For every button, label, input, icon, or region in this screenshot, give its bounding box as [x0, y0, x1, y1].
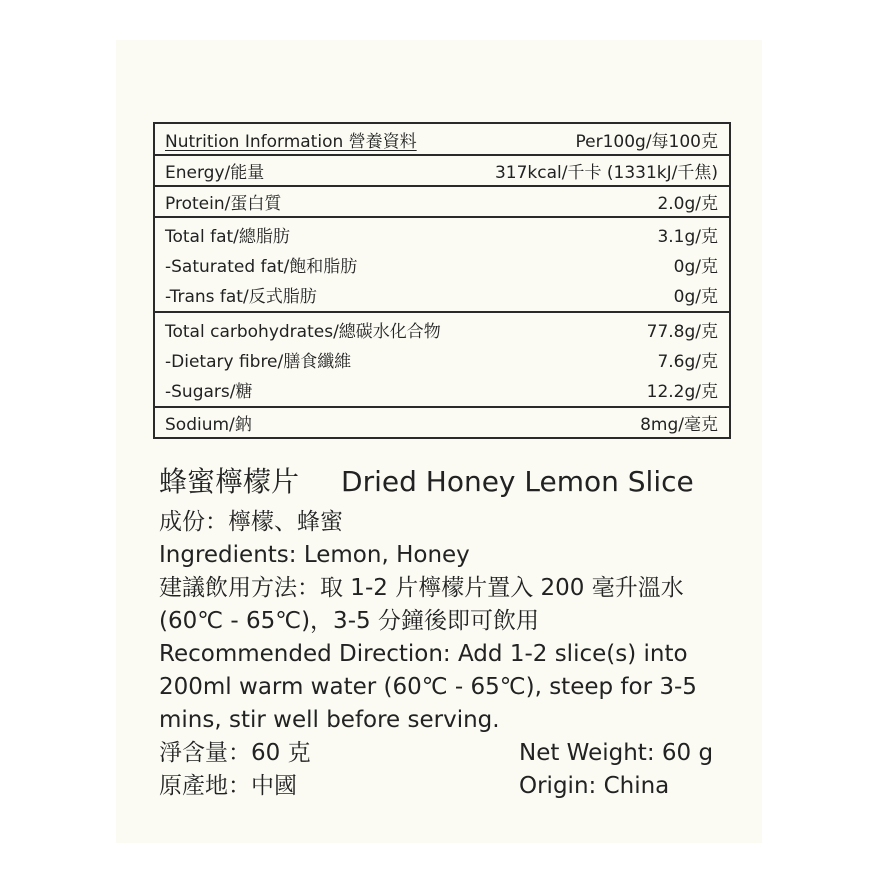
nutrient-label: Energy/能量: [165, 163, 265, 183]
protein-section: [155, 185, 729, 216]
nutrient-value: 0g/克: [673, 256, 718, 277]
table-row: [155, 374, 729, 404]
product-name: [159, 462, 739, 506]
nutrient-label: Sodium/鈉: [165, 415, 252, 435]
nutrient-value: 12.2g/克: [646, 381, 718, 402]
nutrient-value: 7.6g/克: [657, 351, 718, 372]
nutrition-header: [155, 124, 729, 154]
nutrient-label: Protein/蛋白質: [165, 194, 282, 214]
net-weight-row: [159, 737, 739, 770]
table-row: [155, 219, 729, 249]
table-row: [155, 124, 729, 154]
nutrient-value: 317kcal/千卡 (1331kJ/千焦): [494, 163, 718, 183]
direction-en-line-1: Recommended Direction: Add 1-2 slice(s) into: [159, 641, 688, 667]
table-row: [155, 279, 729, 309]
nutrient-label: -Dietary fibre/膳食纖維: [165, 351, 352, 372]
nutrient-value: 0g/克: [673, 286, 718, 307]
product-info: [159, 462, 739, 803]
nutrient-label: Total carbohydrates/總碳水化合物: [165, 321, 441, 342]
origin-en: Origin: China: [519, 773, 670, 799]
nutrient-value: 8mg/毫克: [640, 415, 718, 435]
table-row: [155, 249, 729, 279]
nutrition-table: [153, 122, 731, 439]
product-name-zh: 蜂蜜檸檬片: [159, 465, 300, 498]
fat-section: [155, 216, 729, 311]
nutrient-label: -Trans fat/反式脂肪: [165, 286, 317, 307]
direction-zh-line-2: (60℃ - 65℃)，3-5 分鐘後即可飲用: [159, 608, 539, 634]
direction-en-line-2: 200ml warm water (60℃ - 65℃), steep for 3-5: [159, 674, 697, 700]
table-row: [155, 156, 729, 185]
nutrient-value: 3.1g/克: [657, 226, 718, 247]
table-row: [155, 314, 729, 344]
nutrient-label: -Saturated fat/飽和脂肪: [165, 256, 358, 277]
table-row: [155, 187, 729, 216]
nutrient-value: 77.8g/克: [646, 321, 718, 342]
direction-en-line-3: mins, stir well before serving.: [159, 707, 500, 733]
sodium-section: [155, 406, 729, 437]
table-row: [155, 344, 729, 374]
nutrient-label: Total fat/總脂肪: [165, 226, 290, 247]
nutrient-label: -Sugars/糖: [165, 381, 253, 402]
nutrition-title: Nutrition Information 營養資料: [165, 131, 417, 152]
ingredients-zh: 成份：檸檬、蜂蜜: [159, 509, 343, 535]
origin-row: [159, 770, 739, 803]
ingredients-en: Ingredients: Lemon, Honey: [159, 542, 470, 568]
direction-zh-line-1: 建議飲用方法：取 1-2 片檸檬片置入 200 毫升溫水: [159, 575, 684, 601]
net-weight-zh: 淨含量：60 克: [159, 740, 311, 766]
table-row: [155, 408, 729, 437]
origin-zh: 原產地：中國: [159, 773, 297, 799]
per-serving-label: Per100g/每100克: [575, 131, 718, 152]
carbohydrate-section: [155, 311, 729, 406]
nutrient-value: 2.0g/克: [657, 194, 718, 214]
energy-section: [155, 154, 729, 185]
net-weight-en: Net Weight: 60 g: [519, 740, 714, 766]
product-name-en: Dried Honey Lemon Slice: [341, 465, 694, 498]
